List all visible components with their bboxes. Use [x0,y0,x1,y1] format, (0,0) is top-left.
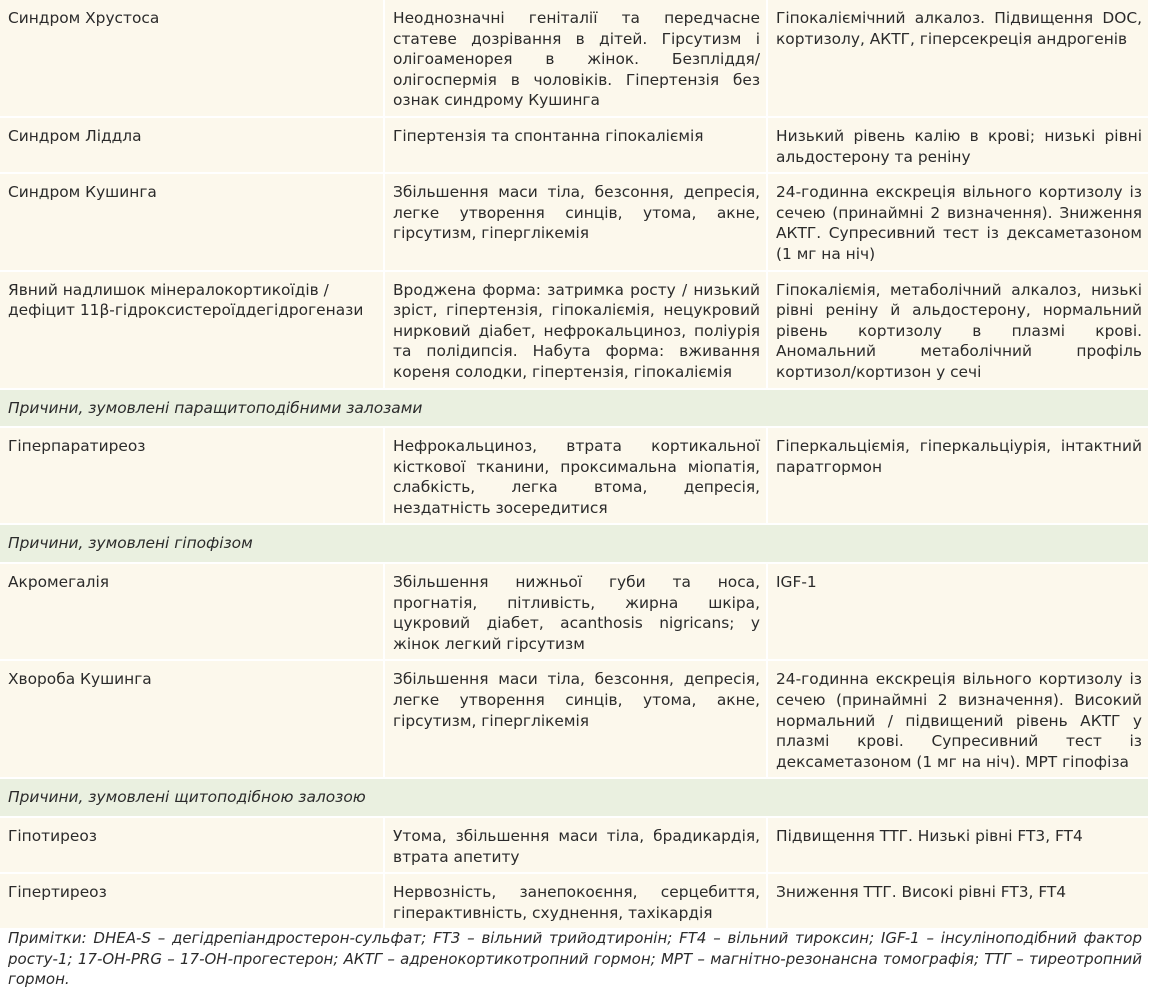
section-heading: Причини, зумовлені щитоподібною залозою [0,779,1148,818]
cell-symptoms: Неоднозначні геніталії та передчасне статеве дозрівання в дітей. Гірсутизм і олігоаменорея в жінок. Безпліддя/олігоспермія в чоловіків. Гіпертензія без ознак синдрому Кушинга [383,0,766,118]
cell-symptoms: Збільшення маси тіла, безсоння, депресія, легке утворення синців, утома, акне, гірсутизм, гіперглікемія [383,174,766,271]
table-row [0,818,1148,874]
table-row [0,174,1148,271]
section-row [0,779,1148,818]
cell-condition: Синдром Хрустоса [0,0,383,118]
cell-condition: Хвороба Кушинга [0,661,383,779]
cell-symptoms: Збільшення маси тіла, безсоння, депресія, легке утворення синців, утома, акне, гірсутизм, гіперглікемія [383,661,766,779]
cell-symptoms: Нефрокальциноз, втрата кортикальної кісткової тканини, проксимальна міопатія, слабкість, легка втома, депресія, нездатність зосередитися [383,428,766,525]
cell-diagnostics: Гіпокаліємічний алкалоз. Підвищення DOC, кортизолу, АКТГ, гіперсекреція андрогенів [766,0,1148,118]
section-row [0,525,1148,564]
cell-condition: Явний надлишок мінералокортикоїдів / дефіцит 11β-гідроксистероїддегідрогенази [0,272,383,390]
cell-diagnostics: 24-годинна екскреція вільного кортизолу із сечею (принаймні 2 визначення). Високий нормальний / підвищений рівень АКТГ у плазмі крові. Супресивний тест із дексаметазоном (1 мг на ніч). МРТ гіпофіза [766,661,1148,779]
cell-symptoms: Нервозність, занепокоєння, серцебиття, гіперактивність, схуднення, тахікардія [383,874,766,930]
section-heading: Причини, зумовлені паращитоподібними залозами [0,390,1148,429]
cell-diagnostics: Підвищення ТТГ. Низькі рівні FT3, FT4 [766,818,1148,874]
section-heading: Причини, зумовлені гіпофізом [0,525,1148,564]
cell-condition: Синдром Ліддла [0,118,383,174]
section-row [0,390,1148,429]
cell-symptoms: Гіпертензія та спонтанна гіпокаліємія [383,118,766,174]
cell-diagnostics: 24-годинна екскреція вільного кортизолу із сечею (принаймні 2 визначення). Зниження АКТГ. Супресивний тест із дексаметазоном (1 мг на ніч) [766,174,1148,271]
cell-symptoms: Утома, збільшення маси тіла, брадикардія, втрата апетиту [383,818,766,874]
cell-diagnostics: Гіпокаліємія, метаболічний алкалоз, низькі рівні реніну й альдостерону, нормальний рівень кортизолу в плазмі крові. Аномальний метаболічний профіль кортизол/кортизон у сечі [766,272,1148,390]
cell-condition: Гіперпаратиреоз [0,428,383,525]
cell-diagnostics: Гіперкальціємія, гіперкальціурія, інтактний паратгормон [766,428,1148,525]
table-row [0,874,1148,930]
table-row [0,661,1148,779]
cell-diagnostics: IGF-1 [766,564,1148,661]
cell-diagnostics: Низький рівень калію в крові; низькі рівні альдостерону та реніну [766,118,1148,174]
cell-condition: Синдром Кушинга [0,174,383,271]
cell-symptoms: Збільшення нижньої губи та носа, прогнатія, пітливість, жирна шкіра, цукровий діабет, acanthosis nigricans; у жінок легкий гірсутизм [383,564,766,661]
table-row [0,272,1148,390]
table-notes: Примітки: DHEA-S – дегідрепіандростерон-сульфат; FT3 – вільний трийодтиронін; FT4 – вільний тироксин; IGF-1 – інсуліноподібний фактор росту-1; 17-OH-PRG – 17-OH-прогестерон; АКТГ – адренокортикотропний гормон; МРТ – магнітно-резонансна томографія; ТТГ – тиреотропний гормон. [8,929,1142,988]
cell-condition: Гіпотиреоз [0,818,383,874]
table-row [0,0,1148,118]
cell-condition: Акромегалія [0,564,383,661]
cell-condition: Гіпертиреоз [0,874,383,930]
table-row [0,564,1148,661]
table-row [0,428,1148,525]
table-row [0,118,1148,174]
cell-diagnostics: Зниження ТТГ. Високі рівні FT3, FT4 [766,874,1148,930]
cell-symptoms: Вроджена форма: затримка росту / низький зріст, гіпертензія, гіпокаліємія, нецукровий нирковий діабет, нефрокальциноз, поліурія та полідипсія. Набута форма: вживання кореня солодки, гіпертензія, гіпокаліємія [383,272,766,390]
